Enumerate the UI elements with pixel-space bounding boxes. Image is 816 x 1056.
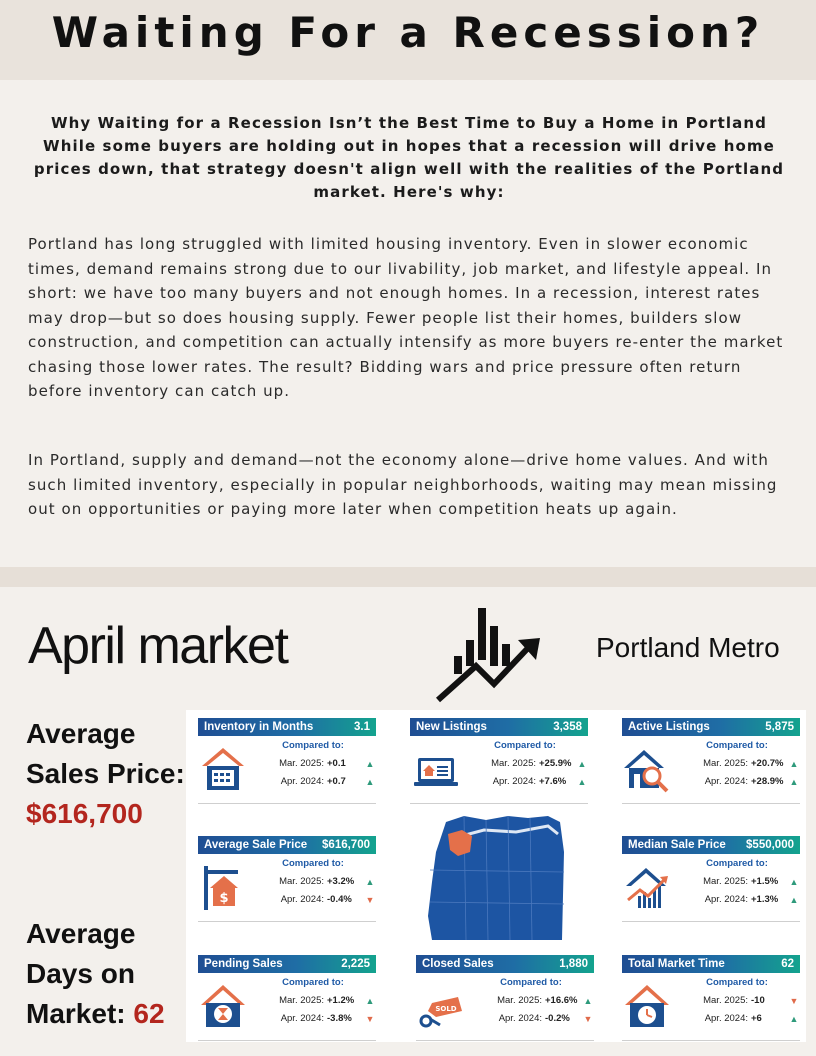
- compare-change: -3.8%: [327, 1013, 352, 1024]
- card-value: $550,000: [746, 839, 794, 851]
- section-divider: [0, 567, 816, 587]
- card-value: 1,880: [559, 958, 588, 970]
- compared-label: Compared to:: [282, 740, 344, 751]
- card-closed-sales: [416, 955, 594, 1041]
- compare-change: +16.6%: [545, 995, 578, 1006]
- compare-change: +1.5%: [751, 876, 779, 887]
- trend-up-icon: ▲: [789, 758, 799, 769]
- compare-period: Apr. 2024:: [498, 1013, 542, 1024]
- avg-sales-price-value: $616,700: [26, 798, 143, 829]
- intro-heading: Why Waiting for a Recession Isn’t the Best Time to Buy a Home in Portland: [50, 114, 767, 132]
- trend-up-icon: ▲: [365, 776, 375, 787]
- compare-row: [460, 758, 588, 769]
- card-title: Inventory in Months: [204, 721, 314, 733]
- compare-period: Apr. 2024:: [280, 1013, 324, 1024]
- compare-change: +3.2%: [327, 876, 355, 887]
- card-header: [198, 955, 376, 973]
- compared-label: Compared to:: [494, 740, 556, 751]
- compare-change: +7.6%: [539, 776, 567, 787]
- compare-row: [672, 894, 800, 905]
- compare-row: [248, 776, 376, 787]
- card-title: Average Sale Price: [204, 839, 308, 851]
- card-title: Total Market Time: [628, 958, 725, 970]
- card-title: Active Listings: [628, 721, 710, 733]
- avg-days-label: Average Days on Market:: [26, 918, 136, 1029]
- compare-row: [672, 995, 800, 1006]
- compared-label: Compared to:: [706, 740, 768, 751]
- card-pending-sales: [198, 955, 376, 1041]
- card-title: Closed Sales: [422, 958, 494, 970]
- growth-chart-icon: [432, 604, 544, 704]
- body-paragraph-2: In Portland, supply and demand—not the economy alone—drive home values. And with such limited inventory, especially in popular neighborhoods, waiting may mean missing out on opportunities or paying more later when competition heats up again.: [28, 451, 778, 518]
- compare-row: [248, 995, 376, 1006]
- compare-change: +0.7: [327, 776, 346, 787]
- sold-tag-text: SOLD: [435, 1005, 457, 1013]
- compare-row: [672, 758, 800, 769]
- compare-row: [672, 776, 800, 787]
- avg-sales-price-label: Average Sales Price:: [26, 718, 185, 789]
- card-header: [622, 836, 800, 854]
- compare-change: +0.1: [327, 758, 346, 769]
- card-inventory: [198, 718, 376, 804]
- card-header: [416, 955, 594, 973]
- trend-up-icon: ▲: [789, 894, 799, 905]
- sale-sign-icon: [200, 862, 246, 912]
- avg-days-stat: [26, 914, 196, 1034]
- card-average-sale-price: [198, 836, 376, 922]
- card-value: 3,358: [553, 721, 582, 733]
- compare-row: [248, 894, 376, 905]
- compare-row: [466, 1013, 594, 1024]
- compare-change: +6: [751, 1013, 762, 1024]
- card-header: [622, 718, 800, 736]
- oregon-map-icon: [424, 812, 566, 944]
- trend-up-icon: ▲: [789, 1013, 799, 1024]
- trend-down-icon: ▼: [365, 894, 375, 905]
- compared-label: Compared to:: [282, 858, 344, 869]
- card-median-sale-price: [622, 836, 800, 922]
- compare-period: Mar. 2025:: [703, 995, 748, 1006]
- svg-text:$: $: [219, 891, 229, 906]
- compared-label: Compared to:: [282, 977, 344, 988]
- compare-change: +25.9%: [539, 758, 572, 769]
- trend-up-icon: ▲: [583, 995, 593, 1006]
- compare-period: Mar. 2025:: [491, 758, 536, 769]
- compare-row: [248, 876, 376, 887]
- sold-tag-key-icon: [418, 981, 464, 1031]
- compare-period: Mar. 2025:: [497, 995, 542, 1006]
- card-title: Median Sale Price: [628, 839, 726, 851]
- compare-period: Mar. 2025:: [279, 758, 324, 769]
- compare-row: [248, 758, 376, 769]
- market-title: April market: [28, 617, 288, 675]
- compare-period: Mar. 2025:: [279, 876, 324, 887]
- card-total-market-time: [622, 955, 800, 1041]
- card-value: 2,225: [341, 958, 370, 970]
- card-title: New Listings: [416, 721, 487, 733]
- compare-row: [672, 1013, 800, 1024]
- card-header: [622, 955, 800, 973]
- avg-days-value: 62: [133, 998, 165, 1029]
- trend-up-icon: ▲: [577, 758, 587, 769]
- compared-label: Compared to:: [706, 977, 768, 988]
- house-magnifier-icon: [624, 744, 670, 794]
- compare-change: +1.3%: [751, 894, 779, 905]
- compare-period: Apr. 2024:: [704, 894, 748, 905]
- card-value: 3.1: [354, 721, 370, 733]
- compare-change: +1.2%: [327, 995, 355, 1006]
- laptop-house-icon: [412, 744, 458, 794]
- trend-up-icon: ▲: [365, 758, 375, 769]
- trend-up-icon: ▲: [789, 776, 799, 787]
- compare-change: +20.7%: [751, 758, 784, 769]
- house-chart-icon: [624, 862, 670, 912]
- compare-period: Apr. 2024:: [704, 1013, 748, 1024]
- card-value: $616,700: [322, 839, 370, 851]
- house-calendar-icon: [200, 744, 246, 794]
- card-header: [410, 718, 588, 736]
- trend-down-icon: ▼: [789, 995, 799, 1006]
- compare-period: Mar. 2025:: [279, 995, 324, 1006]
- compare-period: Mar. 2025:: [703, 758, 748, 769]
- region-label: Portland Metro: [596, 632, 780, 663]
- trend-up-icon: ▲: [365, 876, 375, 887]
- compare-period: Apr. 2024:: [280, 776, 324, 787]
- trend-up-icon: ▲: [789, 876, 799, 887]
- card-new-listings: [410, 718, 588, 804]
- page-title: Waiting For a Recession?: [51, 8, 765, 57]
- card-value: 62: [781, 958, 794, 970]
- compare-period: Mar. 2025:: [703, 876, 748, 887]
- compare-row: [672, 876, 800, 887]
- trend-up-icon: ▲: [365, 995, 375, 1006]
- card-value: 5,875: [765, 721, 794, 733]
- house-clock-icon: [624, 981, 670, 1031]
- compare-change: -10: [751, 995, 765, 1006]
- compare-row: [248, 1013, 376, 1024]
- compare-period: Apr. 2024:: [492, 776, 536, 787]
- trend-down-icon: ▼: [583, 1013, 593, 1024]
- compare-row: [460, 776, 588, 787]
- compare-change: -0.4%: [327, 894, 352, 905]
- intro-block: [24, 112, 794, 204]
- card-header: [198, 836, 376, 854]
- compare-period: Apr. 2024:: [280, 894, 324, 905]
- compare-period: Apr. 2024:: [704, 776, 748, 787]
- compare-change: +28.9%: [751, 776, 784, 787]
- house-hourglass-icon: [200, 981, 246, 1031]
- compared-label: Compared to:: [706, 858, 768, 869]
- body-paragraph-1: Portland has long struggled with limited housing inventory. Even in slower economic times, demand remains strong due to our livability, job market, and lifestyle appeal. In short: we have too many buyers and not enough homes. In a recession, interest rates may drop—but so does housing supply. Fewer people list their homes, builders slow construction, and competition can actually intensify as more buyers re-enter the market chasing those lower rates. The result? Bidding wars and price pressure often return before inventory can catch up.: [28, 235, 784, 400]
- compare-row: [466, 995, 594, 1006]
- intro-subheading: While some buyers are holding out in hopes that a recession will drive home prices down, that strategy doesn't align well with the realities of the Portland market. Here's why:: [33, 137, 785, 201]
- compare-change: -0.2%: [545, 1013, 570, 1024]
- card-header: [198, 718, 376, 736]
- trend-up-icon: ▲: [577, 776, 587, 787]
- card-active-listings: [622, 718, 800, 804]
- compared-label: Compared to:: [500, 977, 562, 988]
- trend-down-icon: ▼: [365, 1013, 375, 1024]
- avg-sales-price-stat: [26, 714, 186, 834]
- card-title: Pending Sales: [204, 958, 283, 970]
